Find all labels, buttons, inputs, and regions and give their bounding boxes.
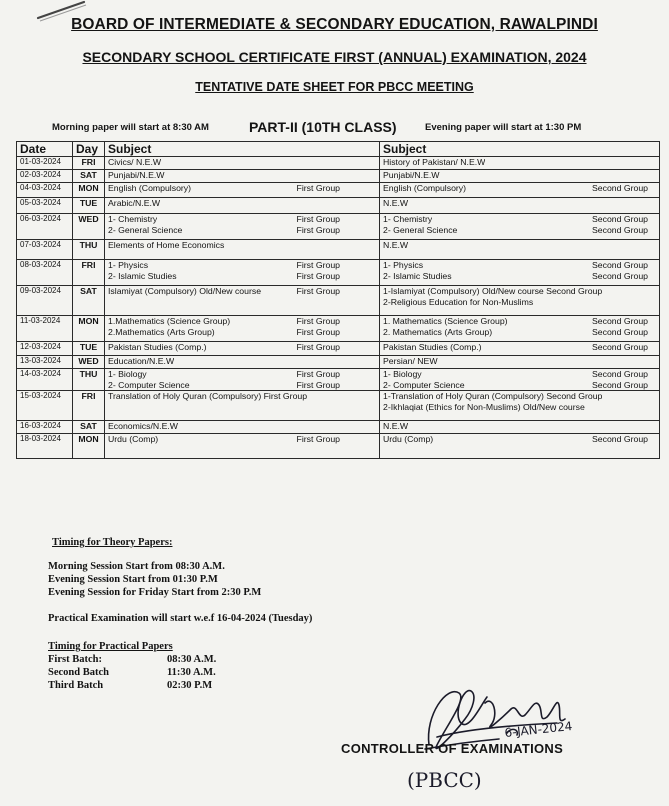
row-date: 06-03-2024 xyxy=(17,214,73,240)
row-day: MON xyxy=(73,434,105,459)
subject-line xyxy=(383,391,656,402)
subject-line xyxy=(383,260,656,271)
morning-subject-cell xyxy=(105,369,380,391)
row-date: 15-03-2024 xyxy=(17,391,73,421)
date-sheet-table xyxy=(16,141,660,459)
group-label: Second Group xyxy=(591,369,648,379)
subject-name: Persian/ NEW xyxy=(383,356,438,366)
table-row xyxy=(17,391,660,421)
subject-line xyxy=(108,356,376,367)
morning-subject-cell xyxy=(105,421,380,434)
table-body xyxy=(17,157,660,459)
subject-name: 2- Islamic Studies xyxy=(383,270,452,281)
subject-name: 2.Mathematics (Arts Group) xyxy=(108,326,215,337)
subject-name: 2- Computer Science xyxy=(383,379,465,390)
evening-session-note: Evening Session Start from 01:30 P.M xyxy=(48,574,218,585)
board-title: BOARD OF INTERMEDIATE & SECONDARY EDUCATION, RAWALPINDI xyxy=(71,16,598,33)
subject-line xyxy=(383,170,656,181)
group-label: First Group xyxy=(296,369,340,379)
batch-label-3: Third Batch xyxy=(48,680,104,691)
table-header-row xyxy=(17,142,660,157)
row-date: 09-03-2024 xyxy=(17,286,73,316)
row-date: 02-03-2024 xyxy=(17,170,73,183)
subject-name: English (Compulsory) xyxy=(383,183,467,193)
subject-line xyxy=(383,297,656,308)
group-label: Second Group xyxy=(591,270,648,281)
table-row xyxy=(17,157,660,170)
controller-title: CONTROLLER OF EXAMINATIONS xyxy=(341,741,564,756)
subject-line xyxy=(383,402,656,413)
handwritten-signature xyxy=(407,675,607,805)
subject-line xyxy=(383,342,656,353)
table-row xyxy=(17,260,660,286)
subject-name: 2- General Science xyxy=(108,224,183,235)
subject-line xyxy=(383,271,656,282)
subject-line xyxy=(108,421,376,432)
row-date: 12-03-2024 xyxy=(17,342,73,356)
table-row xyxy=(17,170,660,183)
subject-name: 2- Islamic Studies xyxy=(108,270,177,281)
subject-line xyxy=(383,327,656,338)
morning-session-note: Morning Session Start from 08:30 A.M. xyxy=(48,561,225,572)
evening-subject-cell xyxy=(380,198,660,214)
row-day: MON xyxy=(73,316,105,342)
batch-label-1: First Batch: xyxy=(48,654,102,665)
row-day: FRI xyxy=(73,260,105,286)
subject-name: Pakistan Studies (Comp.) xyxy=(108,342,207,352)
morning-subject-cell xyxy=(105,356,380,369)
part-title: PART-II (10TH CLASS) xyxy=(249,119,397,135)
group-label: First Group xyxy=(296,214,340,224)
subject-name: Elements of Home Economics xyxy=(108,240,225,250)
group-label: Second Group xyxy=(591,342,648,352)
subject-name: English (Compulsory) xyxy=(108,183,192,193)
batch-label-2: Second Batch xyxy=(48,667,109,678)
subject-name: Civics/ N.E.W xyxy=(108,157,162,167)
practical-timing-title: Timing for Practical Papers xyxy=(48,641,173,652)
header-morning-subject: Subject xyxy=(105,142,380,157)
evening-subject-cell xyxy=(380,342,660,356)
group-label: Second Group xyxy=(591,379,648,390)
group-label: First Group xyxy=(296,342,340,352)
row-date: 13-03-2024 xyxy=(17,356,73,369)
row-date: 14-03-2024 xyxy=(17,369,73,391)
subject-line xyxy=(383,286,656,297)
subject-name: Pakistan Studies (Comp.) xyxy=(383,342,482,352)
morning-subject-cell xyxy=(105,214,380,240)
evening-subject-cell xyxy=(380,240,660,260)
morning-subject-cell xyxy=(105,391,380,421)
row-day: TUE xyxy=(73,342,105,356)
row-day: SAT xyxy=(73,170,105,183)
table-row xyxy=(17,342,660,356)
subject-line xyxy=(108,157,376,168)
subject-line xyxy=(383,225,656,236)
paper-timing-line xyxy=(0,119,669,139)
morning-subject-cell xyxy=(105,434,380,459)
subject-name: 1- Chemistry xyxy=(383,214,433,224)
subject-line xyxy=(383,356,656,367)
group-label: First Group xyxy=(296,379,340,390)
subject-name: 1- Biology xyxy=(383,369,422,379)
friday-session-note: Evening Session for Friday Start from 2:30 P.M xyxy=(48,587,262,598)
morning-subject-cell xyxy=(105,170,380,183)
subject-name: 1.Mathematics (Science Group) xyxy=(108,316,231,326)
morning-subject-cell xyxy=(105,342,380,356)
evening-subject-cell xyxy=(380,183,660,198)
row-date: 11-03-2024 xyxy=(17,316,73,342)
group-label: First Group xyxy=(296,286,340,296)
subject-line xyxy=(383,214,656,225)
group-label: First Group xyxy=(296,260,340,270)
subject-name: 1- Chemistry xyxy=(108,214,158,224)
group-label: Second Group xyxy=(591,316,648,326)
subject-name: N.E.W xyxy=(383,198,409,208)
subject-name: Economics/N.E.W xyxy=(108,421,178,431)
table-row xyxy=(17,198,660,214)
subject-line xyxy=(108,198,376,209)
subject-line xyxy=(108,316,376,327)
header-evening-subject: Subject xyxy=(380,142,660,157)
table-row xyxy=(17,183,660,198)
evening-subject-cell xyxy=(380,260,660,286)
subject-line xyxy=(108,380,376,391)
subject-line xyxy=(108,391,376,402)
evening-subject-cell xyxy=(380,391,660,421)
subject-name: History of Pakistan/ N.E.W xyxy=(383,157,486,167)
group-label: Second Group xyxy=(591,434,648,444)
evening-subject-cell xyxy=(380,316,660,342)
subject-name: Urdu (Comp) xyxy=(108,434,159,444)
morning-subject-cell xyxy=(105,260,380,286)
group-label: Second Group xyxy=(591,214,648,224)
evening-subject-cell xyxy=(380,369,660,391)
row-day: TUE xyxy=(73,198,105,214)
subject-name: 1-Translation of Holy Quran (Compulsory) Second Group xyxy=(383,391,603,401)
signature-dept: (PBCC) xyxy=(407,768,482,792)
signature-date: 6-JAN-2024 xyxy=(503,718,573,740)
morning-subject-cell xyxy=(105,286,380,316)
table-row xyxy=(17,421,660,434)
morning-subject-cell xyxy=(105,157,380,170)
practical-start-note: Practical Examination will start w.e.f 16-04-2024 (Tuesday) xyxy=(48,613,313,624)
group-label: Second Group xyxy=(591,183,648,193)
row-day: FRI xyxy=(73,157,105,170)
subject-name: 2- General Science xyxy=(383,224,458,235)
subject-line xyxy=(108,271,376,282)
table-row xyxy=(17,286,660,316)
subject-name: 1-Islamiyat (Compulsory) Old/New course Second Group xyxy=(383,286,603,296)
row-day: MON xyxy=(73,183,105,198)
group-label: First Group xyxy=(296,326,340,337)
theory-timing-title: Timing for Theory Papers: xyxy=(52,537,173,548)
subject-line xyxy=(383,183,656,194)
evening-subject-cell xyxy=(380,356,660,369)
subject-line xyxy=(383,369,656,380)
subject-line xyxy=(108,342,376,353)
subject-line xyxy=(108,170,376,181)
row-day: WED xyxy=(73,356,105,369)
subject-name: Urdu (Comp) xyxy=(383,434,434,444)
table-row xyxy=(17,356,660,369)
subject-line xyxy=(108,214,376,225)
row-day: THU xyxy=(73,240,105,260)
morning-subject-cell xyxy=(105,198,380,214)
subject-line xyxy=(108,225,376,236)
subject-name: 2-Religious Education for Non-Muslims xyxy=(383,296,534,307)
row-day: WED xyxy=(73,214,105,240)
subject-line xyxy=(383,157,656,168)
subject-name: Punjabi/N.E.W xyxy=(108,170,165,180)
subject-line xyxy=(383,198,656,209)
group-label: First Group xyxy=(296,434,340,444)
exam-title: SECONDARY SCHOOL CERTIFICATE FIRST (ANNUAL) EXAMINATION, 2024 xyxy=(82,49,587,65)
subject-name: N.E.W xyxy=(383,421,409,431)
table-row xyxy=(17,214,660,240)
datesheet-title: TENTATIVE DATE SHEET FOR PBCC MEETING xyxy=(195,80,474,94)
subject-name: Education/N.E.W xyxy=(108,356,175,366)
subject-line xyxy=(108,327,376,338)
subject-line xyxy=(383,380,656,391)
subject-name: 2-Ikhlaqiat (Ethics for Non-Muslims) Old/New course xyxy=(383,401,585,412)
group-label: Second Group xyxy=(591,224,648,235)
morning-subject-cell xyxy=(105,183,380,198)
group-label: Second Group xyxy=(591,260,648,270)
subject-line xyxy=(383,434,656,445)
evening-subject-cell xyxy=(380,286,660,316)
row-date: 07-03-2024 xyxy=(17,240,73,260)
row-date: 01-03-2024 xyxy=(17,157,73,170)
subject-line xyxy=(383,316,656,327)
group-label: First Group xyxy=(296,270,340,281)
subject-name: 2. Mathematics (Arts Group) xyxy=(383,326,493,337)
evening-start-note: Evening paper will start at 1:30 PM xyxy=(425,122,582,133)
subject-name: Islamiyat (Compulsory) Old/New course xyxy=(108,286,262,296)
morning-subject-cell xyxy=(105,316,380,342)
subject-line xyxy=(108,434,376,445)
subject-name: N.E.W xyxy=(383,240,409,250)
batch-time-2: 11:30 A.M. xyxy=(167,667,216,678)
subject-line xyxy=(108,260,376,271)
group-label: Second Group xyxy=(591,326,648,337)
subject-name: 1- Physics xyxy=(383,260,424,270)
evening-subject-cell xyxy=(380,170,660,183)
row-date: 08-03-2024 xyxy=(17,260,73,286)
row-date: 16-03-2024 xyxy=(17,421,73,434)
header-day: Day xyxy=(73,142,105,157)
header-date: Date xyxy=(17,142,73,157)
morning-subject-cell xyxy=(105,240,380,260)
subject-line xyxy=(108,286,376,297)
row-day: SAT xyxy=(73,286,105,316)
subject-line xyxy=(108,240,376,251)
group-label: First Group xyxy=(296,316,340,326)
table-row xyxy=(17,240,660,260)
morning-start-note: Morning paper will start at 8:30 AM xyxy=(52,122,209,133)
subject-name: 2- Computer Science xyxy=(108,379,190,390)
row-date: 18-03-2024 xyxy=(17,434,73,459)
table-row xyxy=(17,369,660,391)
table-row xyxy=(17,316,660,342)
subject-name: Punjabi/N.E.W xyxy=(383,170,440,180)
subject-name: Translation of Holy Quran (Compulsory) First Group xyxy=(108,391,308,401)
subject-name: 1- Physics xyxy=(108,260,149,270)
subject-name: 1. Mathematics (Science Group) xyxy=(383,316,508,326)
group-label: First Group xyxy=(296,224,340,235)
batch-time-3: 02:30 P.M xyxy=(167,680,213,691)
subject-name: 1- Biology xyxy=(108,369,147,379)
evening-subject-cell xyxy=(380,157,660,170)
subject-line xyxy=(383,240,656,251)
subject-line xyxy=(108,183,376,194)
evening-subject-cell xyxy=(380,214,660,240)
subject-line xyxy=(383,421,656,432)
row-day: SAT xyxy=(73,421,105,434)
group-label: First Group xyxy=(296,183,340,193)
row-date: 05-03-2024 xyxy=(17,198,73,214)
row-day: THU xyxy=(73,369,105,391)
table-row xyxy=(17,434,660,459)
evening-subject-cell xyxy=(380,421,660,434)
batch-time-1: 08:30 A.M. xyxy=(167,654,217,665)
row-date: 04-03-2024 xyxy=(17,183,73,198)
evening-subject-cell xyxy=(380,434,660,459)
subject-line xyxy=(108,369,376,380)
subject-name: Arabic/N.E.W xyxy=(108,198,161,208)
row-day: FRI xyxy=(73,391,105,421)
